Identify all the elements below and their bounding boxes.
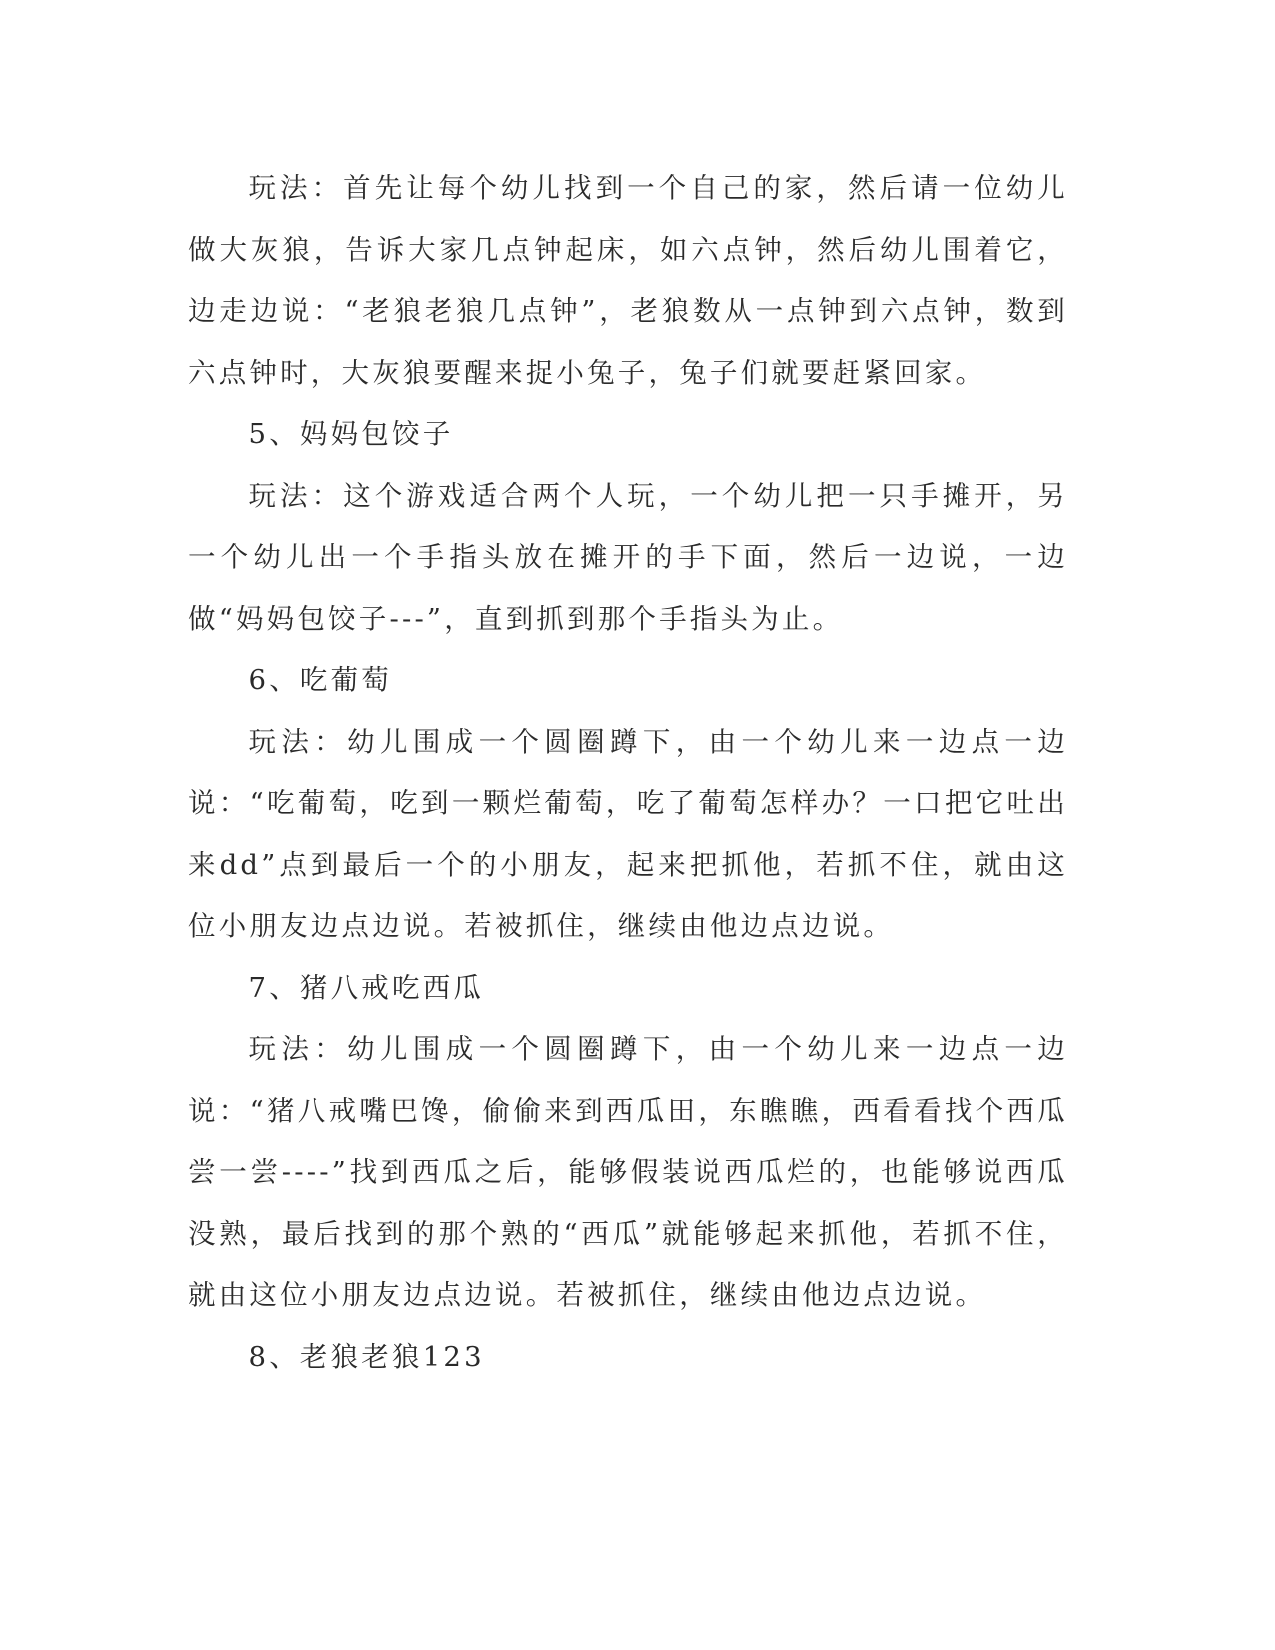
paragraph-watermelon-rules: 玩法：幼儿围成一个圆圈蹲下，由一个幼儿来一边点一边说：“猪八戒嘴巴馋，偷偷来到西瓜田，东瞧瞧，西看看找个西瓜尝一尝----”找到西瓜之后，能够假装说西瓜烂的，也能够说西瓜没熟，最后找到的那个熟的“西瓜”就能够起来抓他，若抓不住，就由这位小朋友边点边说。若被抓住，继续由他边点边说。	[188, 1033, 1068, 1311]
heading-pigsy-eats-watermelon: 7、猪八戒吃西瓜	[248, 971, 485, 1004]
paragraph-grapes-rules: 玩法：幼儿围成一个圆圈蹲下，由一个幼儿来一边点一边说：“吃葡萄，吃到一颗烂葡萄，吃了葡萄怎样办？一口把它吐出来dd”点到最后一个的小朋友，起来把抓他，若抓不住，就由这位小朋友边点边说。若被抓住，继续由他边点边说。	[188, 725, 1068, 942]
heading-old-wolf-123: 8、老狼老狼123	[248, 1340, 485, 1373]
paragraph-dumplings-rules: 玩法：这个游戏适合两个人玩，一个幼儿把一只手摊开，另一个幼儿出一个手指头放在摊开的手下面，然后一边说，一边做“妈妈包饺子---”，直到抓到那个手指头为止。	[188, 479, 1068, 635]
document-body	[188, 158, 1068, 1388]
paragraph-old-wolf-rules: 玩法：首先让每个幼儿找到一个自己的家，然后请一位幼儿做大灰狼，告诉大家几点钟起床，如六点钟，然后幼儿围着它，边走边说：“老狼老狼几点钟”，老狼数从一点钟到六点钟，数到六点钟时，大灰狼要醒来捉小兔子，兔子们就要赶紧回家。	[188, 172, 1068, 389]
heading-eat-grapes: 6、吃葡萄	[248, 664, 392, 696]
heading-mom-makes-dumplings: 5、妈妈包饺子	[248, 418, 454, 450]
